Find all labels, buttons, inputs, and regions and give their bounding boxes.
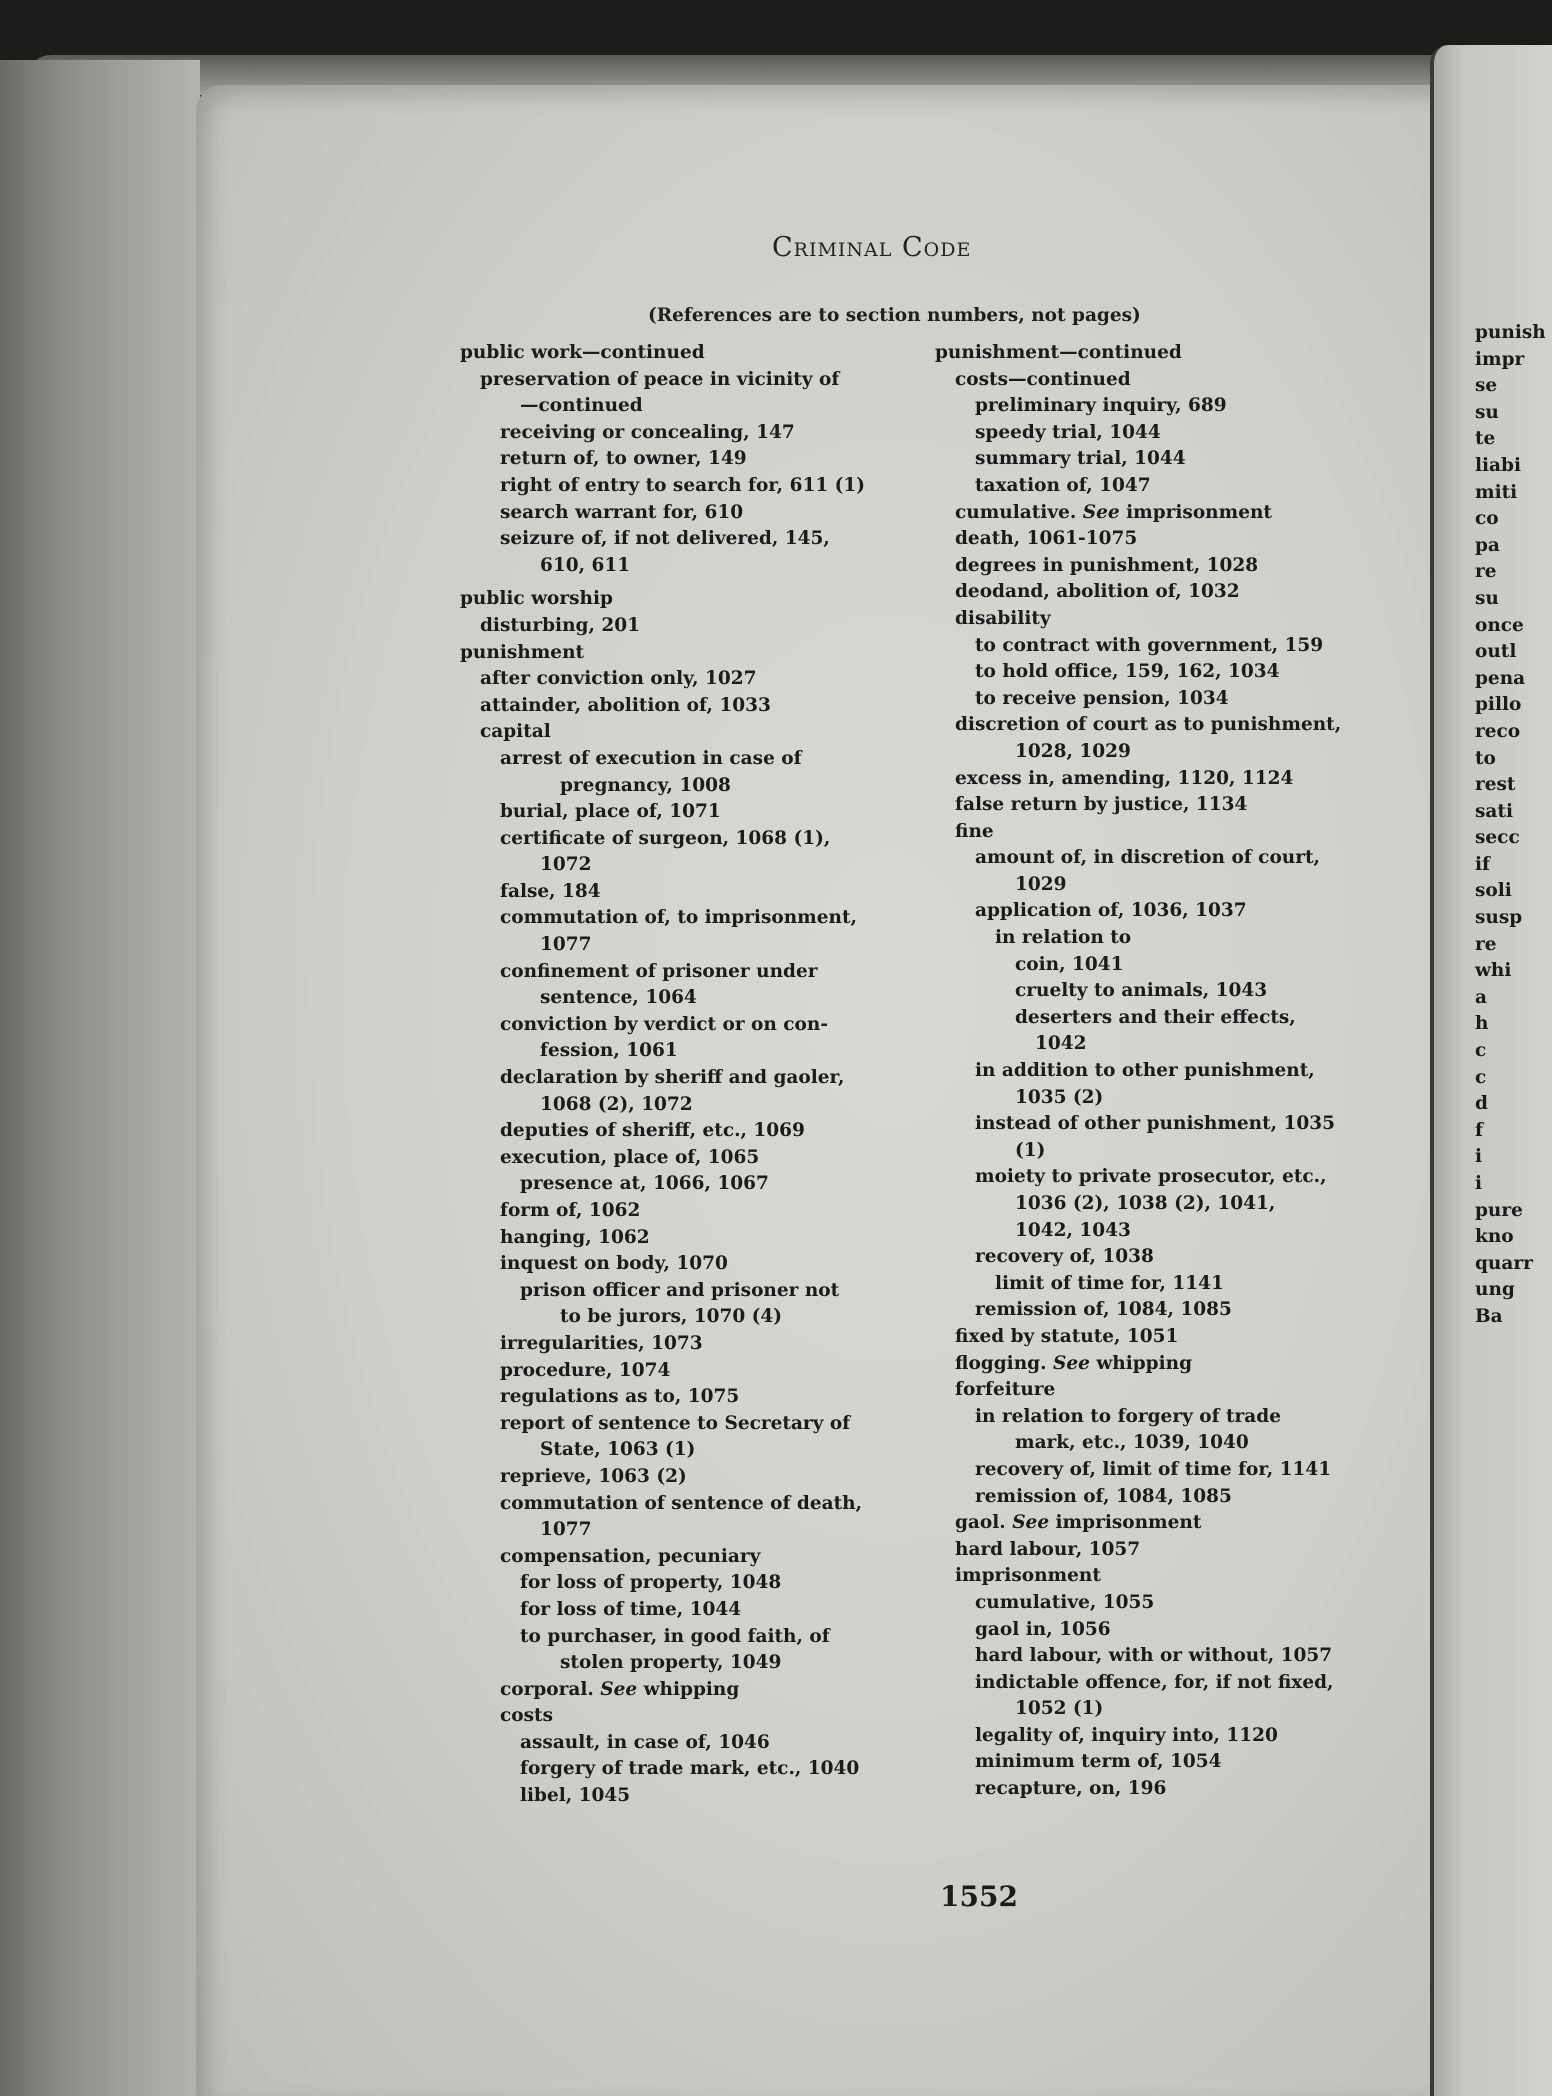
index-entry-text: preliminary inquiry, 689 [975,395,1227,417]
index-entry-text: certificate of surgeon, 1068 (1), [500,827,831,849]
index-entry-text: pregnancy, 1008 [560,774,731,796]
index-entry [935,1058,1430,1085]
index-entry [460,1384,945,1411]
index-entry [935,367,1430,394]
index-entry [935,473,1430,500]
index-entry [935,420,1430,447]
index-entry-text: search warrant for, 610 [500,501,744,523]
index-entry [460,1411,945,1438]
index-entry-text: coin, 1041 [1015,953,1124,975]
index-column-left [460,340,945,1810]
index-entry [460,500,945,527]
index-entry-text: irregularities, 1073 [500,1332,703,1354]
index-entry-text: flogging. [955,1352,1047,1374]
index-entry [460,773,945,800]
index-entry [935,978,1430,1005]
index-entry [935,1590,1430,1617]
index-entry-text: fine [955,820,994,842]
index-entry [460,746,945,773]
facing-page-fragment: te [1475,428,1496,450]
index-entry-text: recapture, on, 196 [975,1778,1167,1800]
index-entry-text: hard labour, with or without, 1057 [975,1645,1333,1667]
index-entry [460,473,945,500]
index-entry [935,1377,1430,1404]
facing-page-fragment: sati [1475,800,1513,822]
index-entry [935,1617,1430,1644]
index-entry-text: summary trial, 1044 [975,448,1186,470]
index-entry [935,1563,1430,1590]
index-entry [460,446,945,473]
index-entry-text: cumulative. [955,501,1077,523]
index-entry [935,872,1430,899]
index-entry [460,1756,945,1783]
see-reference: See [1052,1352,1090,1374]
index-entry-text: amount of, in discretion of court, [975,847,1320,869]
index-entry [935,340,1430,367]
index-entry-text: 1042 [1035,1033,1087,1055]
index-entry-text: 1042, 1043 [1015,1219,1131,1241]
index-entry-text: remission of, 1084, 1085 [975,1299,1232,1321]
index-entry [935,579,1430,606]
index-entry [460,1092,945,1119]
facing-page-fragment: ung [1475,1279,1515,1301]
index-entry-text: cumulative, 1055 [975,1591,1155,1613]
index-entry-text: discretion of court as to punishment, [955,714,1342,736]
index-entry-text: to receive pension, 1034 [975,687,1229,709]
index-entry [460,393,945,420]
index-entry-text: procedure, 1074 [500,1359,671,1381]
facing-page-fragment: kno [1475,1226,1514,1248]
index-entry-text: 1029 [1015,873,1067,895]
index-entry-text: prison officer and prisoner not [520,1279,840,1301]
index-entry-text: in relation to [995,927,1132,949]
index-entry-text: disability [955,607,1051,629]
index-entry-text: disturbing, 201 [480,614,640,636]
index-entry [460,799,945,826]
index-entry-text: confinement of prisoner under [500,960,818,982]
index-entry [935,606,1430,633]
index-entry [935,1351,1430,1378]
index-entry-text: seizure of, if not delivered, 145, [500,528,830,550]
index-entry [935,526,1430,553]
index-entry-text: return of, to owner, 149 [500,448,747,470]
index-entry-text: fession, 1061 [540,1040,678,1062]
index-entry-text: arrest of execution in case of [500,747,802,769]
facing-page-fragment: susp [1475,907,1523,929]
index-entry-text: assault, in case of, 1046 [520,1731,770,1753]
index-entry [460,852,945,879]
index-entry [460,985,945,1012]
index-entry-text: 1068 (2), 1072 [540,1093,693,1115]
index-entry-text: deputies of sheriff, etc., 1069 [500,1120,805,1142]
facing-page-fragment: su [1475,401,1499,423]
index-entry [460,613,945,640]
index-entry [460,1464,945,1491]
index-entry-text: after conviction only, 1027 [480,668,757,690]
book-spine [0,60,200,2096]
see-target: whipping [1089,1352,1193,1374]
facing-page-fragment: pa [1475,534,1500,556]
index-entry-text: instead of other punishment, 1035 [975,1113,1336,1135]
index-entry-text: 1052 (1) [1015,1698,1104,1720]
facing-page-fragment: outl [1475,641,1517,663]
index-entry-text: for loss of time, 1044 [520,1598,742,1620]
index-entry-text: 1028, 1029 [1015,740,1131,762]
index-entry [460,1491,945,1518]
index-entry [935,1510,1430,1537]
index-entry-text: punishment [460,641,585,663]
facing-page-fragment: pena [1475,667,1526,689]
index-entry-text: hanging, 1062 [500,1226,650,1248]
index-entry-text: burial, place of, 1071 [500,801,721,823]
index-entry-text: fixed by statute, 1051 [955,1325,1179,1347]
index-entry-text: mark, etc., 1039, 1040 [1015,1432,1249,1454]
index-entry-text: form of, 1062 [500,1200,641,1221]
facing-page-fragment: c [1475,1066,1487,1088]
index-entry-text: remission of, 1084, 1085 [975,1485,1232,1507]
index-entry [460,719,945,746]
index-entry-text: for loss of property, 1048 [520,1572,782,1594]
index-entry [460,1278,945,1305]
index-entry [460,1783,945,1810]
index-entry [935,1643,1430,1670]
index-entry [460,1703,945,1730]
index-entry [935,925,1430,952]
running-title: Criminal Code [772,232,972,263]
facing-page-fragment: liabi [1475,454,1522,476]
facing-page-fragment: punish [1475,322,1546,343]
index-entry [460,1225,945,1252]
index-entry [935,1537,1430,1564]
index-entry-text: legality of, inquiry into, 1120 [975,1724,1278,1746]
index-entry-text: minimum term of, 1054 [975,1751,1222,1773]
index-entry [935,659,1430,686]
index-column-right [935,340,1430,1803]
facing-page-fragment: se [1475,375,1498,397]
index-entry [935,553,1430,580]
index-entry [935,1723,1430,1750]
index-entry [460,666,945,693]
index-entry [460,1251,945,1278]
index-entry-text: public work—continued [460,342,705,363]
index-entry-text: receiving or concealing, 147 [500,421,795,443]
index-entry-text: false, 184 [500,880,601,902]
index-entry [460,367,945,394]
index-entry [935,1670,1430,1697]
index-entry [460,340,945,367]
facing-page-fragment: i [1475,1146,1483,1168]
facing-page-fragment: d [1475,1093,1488,1115]
index-entry [460,959,945,986]
index-entry-text: to be jurors, 1070 (4) [560,1306,783,1328]
index-entry [935,633,1430,660]
index-entry-text: —continued [520,395,643,417]
index-entry-text: public worship [460,588,613,610]
index-entry [460,1118,945,1145]
facing-page-fragment: miti [1475,481,1518,503]
see-target: imprisonment [1049,1512,1202,1534]
index-entry-text: speedy trial, 1044 [975,421,1161,443]
index-entry [460,1597,945,1624]
index-entry-text: preservation of peace in vicinity of [480,368,840,390]
index-entry [935,1005,1430,1032]
facing-page-fragment: to [1475,747,1496,769]
index-entry [935,686,1430,713]
index-entry-text: in addition to other punishment, [975,1060,1315,1082]
index-entry [460,1358,945,1385]
index-entry [935,1244,1430,1271]
index-entry [935,1218,1430,1245]
index-entry [460,693,945,720]
index-entry [935,898,1430,925]
index-entry [460,553,945,580]
index-entry-text: degrees in punishment, 1028 [955,554,1259,576]
index-entry [460,1517,945,1544]
index-entry-text: (1) [1015,1139,1046,1161]
index-entry-text: punishment—continued [935,342,1182,363]
index-entry-text: execution, place of, 1065 [500,1146,760,1168]
index-entry [935,792,1430,819]
index-entry-text: death, 1061-1075 [955,528,1138,550]
index-entry-text: deserters and their effects, [1015,1006,1296,1028]
index-entry-text: 1077 [540,934,592,956]
facing-page-fragment: whi [1475,960,1512,982]
index-entry [460,1650,945,1677]
index-entry-text: forfeiture [955,1379,1056,1401]
index-entry-text: recovery of, limit of time for, 1141 [975,1458,1332,1480]
index-entry [935,500,1430,527]
index-entry-text: 610, 611 [540,554,631,576]
index-entry-text: false return by justice, 1134 [955,794,1248,816]
facing-page-fragment: secc [1475,827,1520,849]
index-entry-text: 1036 (2), 1038 (2), 1041, [1015,1193,1276,1214]
facing-page-fragment: quarr [1475,1252,1533,1274]
index-entry [460,1331,945,1358]
index-entry [935,1138,1430,1165]
index-entry [460,1171,945,1198]
index-entry [935,712,1430,739]
index-entry-text: hard labour, 1057 [955,1538,1141,1560]
index-entry-text: presence at, 1066, 1067 [520,1173,769,1195]
index-entry [935,1404,1430,1431]
index-entry-text: excess in, amending, 1120, 1124 [955,767,1294,789]
index-entry-text: corporal. [500,1678,594,1700]
index-entry-text: reprieve, 1063 (2) [500,1465,687,1487]
index-entry-text: report of sentence to Secretary of [500,1412,851,1434]
see-target: whipping [637,1678,740,1700]
facing-page-fragment: c [1475,1040,1487,1062]
index-entry [460,1012,945,1039]
facing-page-fragment: pillo [1475,694,1522,716]
see-target: imprisonment [1119,501,1272,523]
index-entry-text: to contract with government, 159 [975,634,1324,656]
index-entry-text: forgery of trade mark, etc., 1040 [520,1758,860,1780]
see-reference: See [1012,1512,1050,1534]
index-entry [460,905,945,932]
index-entry-text: to hold office, 159, 162, 1034 [975,661,1280,683]
index-entry-text: gaol in, 1056 [975,1618,1111,1640]
facing-page-fragment: f [1475,1119,1483,1141]
index-entry-text: declaration by sheriff and gaoler, [500,1067,845,1089]
index-entry-text: commutation of, to imprisonment, [500,907,857,929]
index-entry-text: 1072 [540,854,592,876]
index-entry-text: recovery of, 1038 [975,1246,1154,1268]
index-entry-text: taxation of, 1047 [975,474,1151,496]
facing-page-fragment: if [1475,853,1490,875]
index-entry-text: costs—continued [955,368,1131,390]
index-entry [935,845,1430,872]
index-entry [935,1191,1430,1218]
index-entry-text: 1077 [540,1519,592,1541]
index-entry [460,1624,945,1651]
index-entry-text: in relation to forgery of trade [975,1405,1281,1427]
index-entry-text: limit of time for, 1141 [995,1272,1224,1294]
index-entry-text: costs [500,1705,553,1727]
index-entry [460,1677,945,1704]
facing-page-fragment: re [1475,933,1497,955]
index-entry [460,826,945,853]
index-entry-text: sentence, 1064 [540,987,697,1009]
index-entry-text: moiety to private prosecutor, etc., [975,1166,1327,1188]
index-entry [460,1304,945,1331]
facing-page-fragments [1475,320,1546,1331]
index-entry [935,1324,1430,1351]
index-entry [460,526,945,553]
see-reference: See [1082,501,1120,523]
page-subtitle: (References are to section numbers, not pages) [648,305,1141,326]
index-entry [460,1038,945,1065]
index-entry [935,1297,1430,1324]
index-entry [935,1696,1430,1723]
index-entry [935,1776,1430,1803]
facing-page-fragment: once [1475,614,1524,636]
index-entry [460,1437,945,1464]
index-entry-text: regulations as to, 1075 [500,1386,740,1408]
index-entry-text: inquest on body, 1070 [500,1253,728,1275]
index-entry [935,766,1430,793]
facing-page-fragment: pure [1475,1199,1523,1221]
facing-page-fragment: soli [1475,880,1512,902]
index-entry-text: imprisonment [955,1565,1101,1587]
index-entry [460,1145,945,1172]
index-entry-text: gaol. [955,1512,1006,1534]
index-entry [460,420,945,447]
see-reference: See [600,1678,638,1700]
index-entry [460,1544,945,1571]
index-entry [460,1065,945,1092]
index-entry [460,1198,945,1225]
facing-page-fragment: su [1475,587,1499,609]
facing-page-fragment: h [1475,1013,1489,1035]
index-entry [935,393,1430,420]
index-entry-text: attainder, abolition of, 1033 [480,694,771,716]
index-entry [460,640,945,667]
index-entry-text: right of entry to search for, 611 (1) [500,474,866,496]
index-entry [935,1164,1430,1191]
index-entry-text: to purchaser, in good faith, of [520,1625,830,1647]
index-entry-text: cruelty to animals, 1043 [1015,980,1268,1002]
index-entry-text: 1035 (2) [1015,1086,1104,1108]
index-entry-text: commutation of sentence of death, [500,1492,863,1514]
facing-page-fragment: Ba [1475,1305,1503,1327]
index-entry [935,1749,1430,1776]
index-entry [460,879,945,906]
index-entry-text: libel, 1045 [520,1785,631,1807]
facing-page-fragment: impr [1475,348,1525,370]
page-number: 1552 [940,1880,1018,1913]
index-entry [460,932,945,959]
index-entry [935,446,1430,473]
index-entry [460,586,945,613]
index-entry [935,952,1430,979]
index-entry-text: capital [480,721,551,743]
index-entry [935,1271,1430,1298]
facing-page-fragment: rest [1475,774,1516,796]
index-entry [460,1730,945,1757]
index-entry [935,819,1430,846]
index-entry [935,1484,1430,1511]
index-entry [460,1570,945,1597]
index-entry-text: State, 1063 (1) [540,1439,696,1461]
index-entry [935,1430,1430,1457]
index-entry-text: stolen property, 1049 [560,1652,782,1674]
facing-page-fragment: i [1475,1173,1483,1194]
index-entry [935,1111,1430,1138]
index-entry [935,1457,1430,1484]
index-entry-text: conviction by verdict or on con- [500,1013,828,1035]
facing-page-fragment: re [1475,561,1497,583]
index-entry [935,1031,1430,1058]
facing-page-fragment: co [1475,508,1499,530]
index-entry [935,1085,1430,1112]
facing-page-fragment: a [1475,986,1487,1008]
facing-page-fragment: reco [1475,720,1521,742]
index-entry [935,739,1430,766]
index-entry-text: deodand, abolition of, 1032 [955,581,1240,603]
index-entry-text: application of, 1036, 1037 [975,900,1247,922]
index-entry-text: compensation, pecuniary [500,1545,761,1567]
index-entry-text: indictable offence, for, if not fixed, [975,1671,1334,1693]
